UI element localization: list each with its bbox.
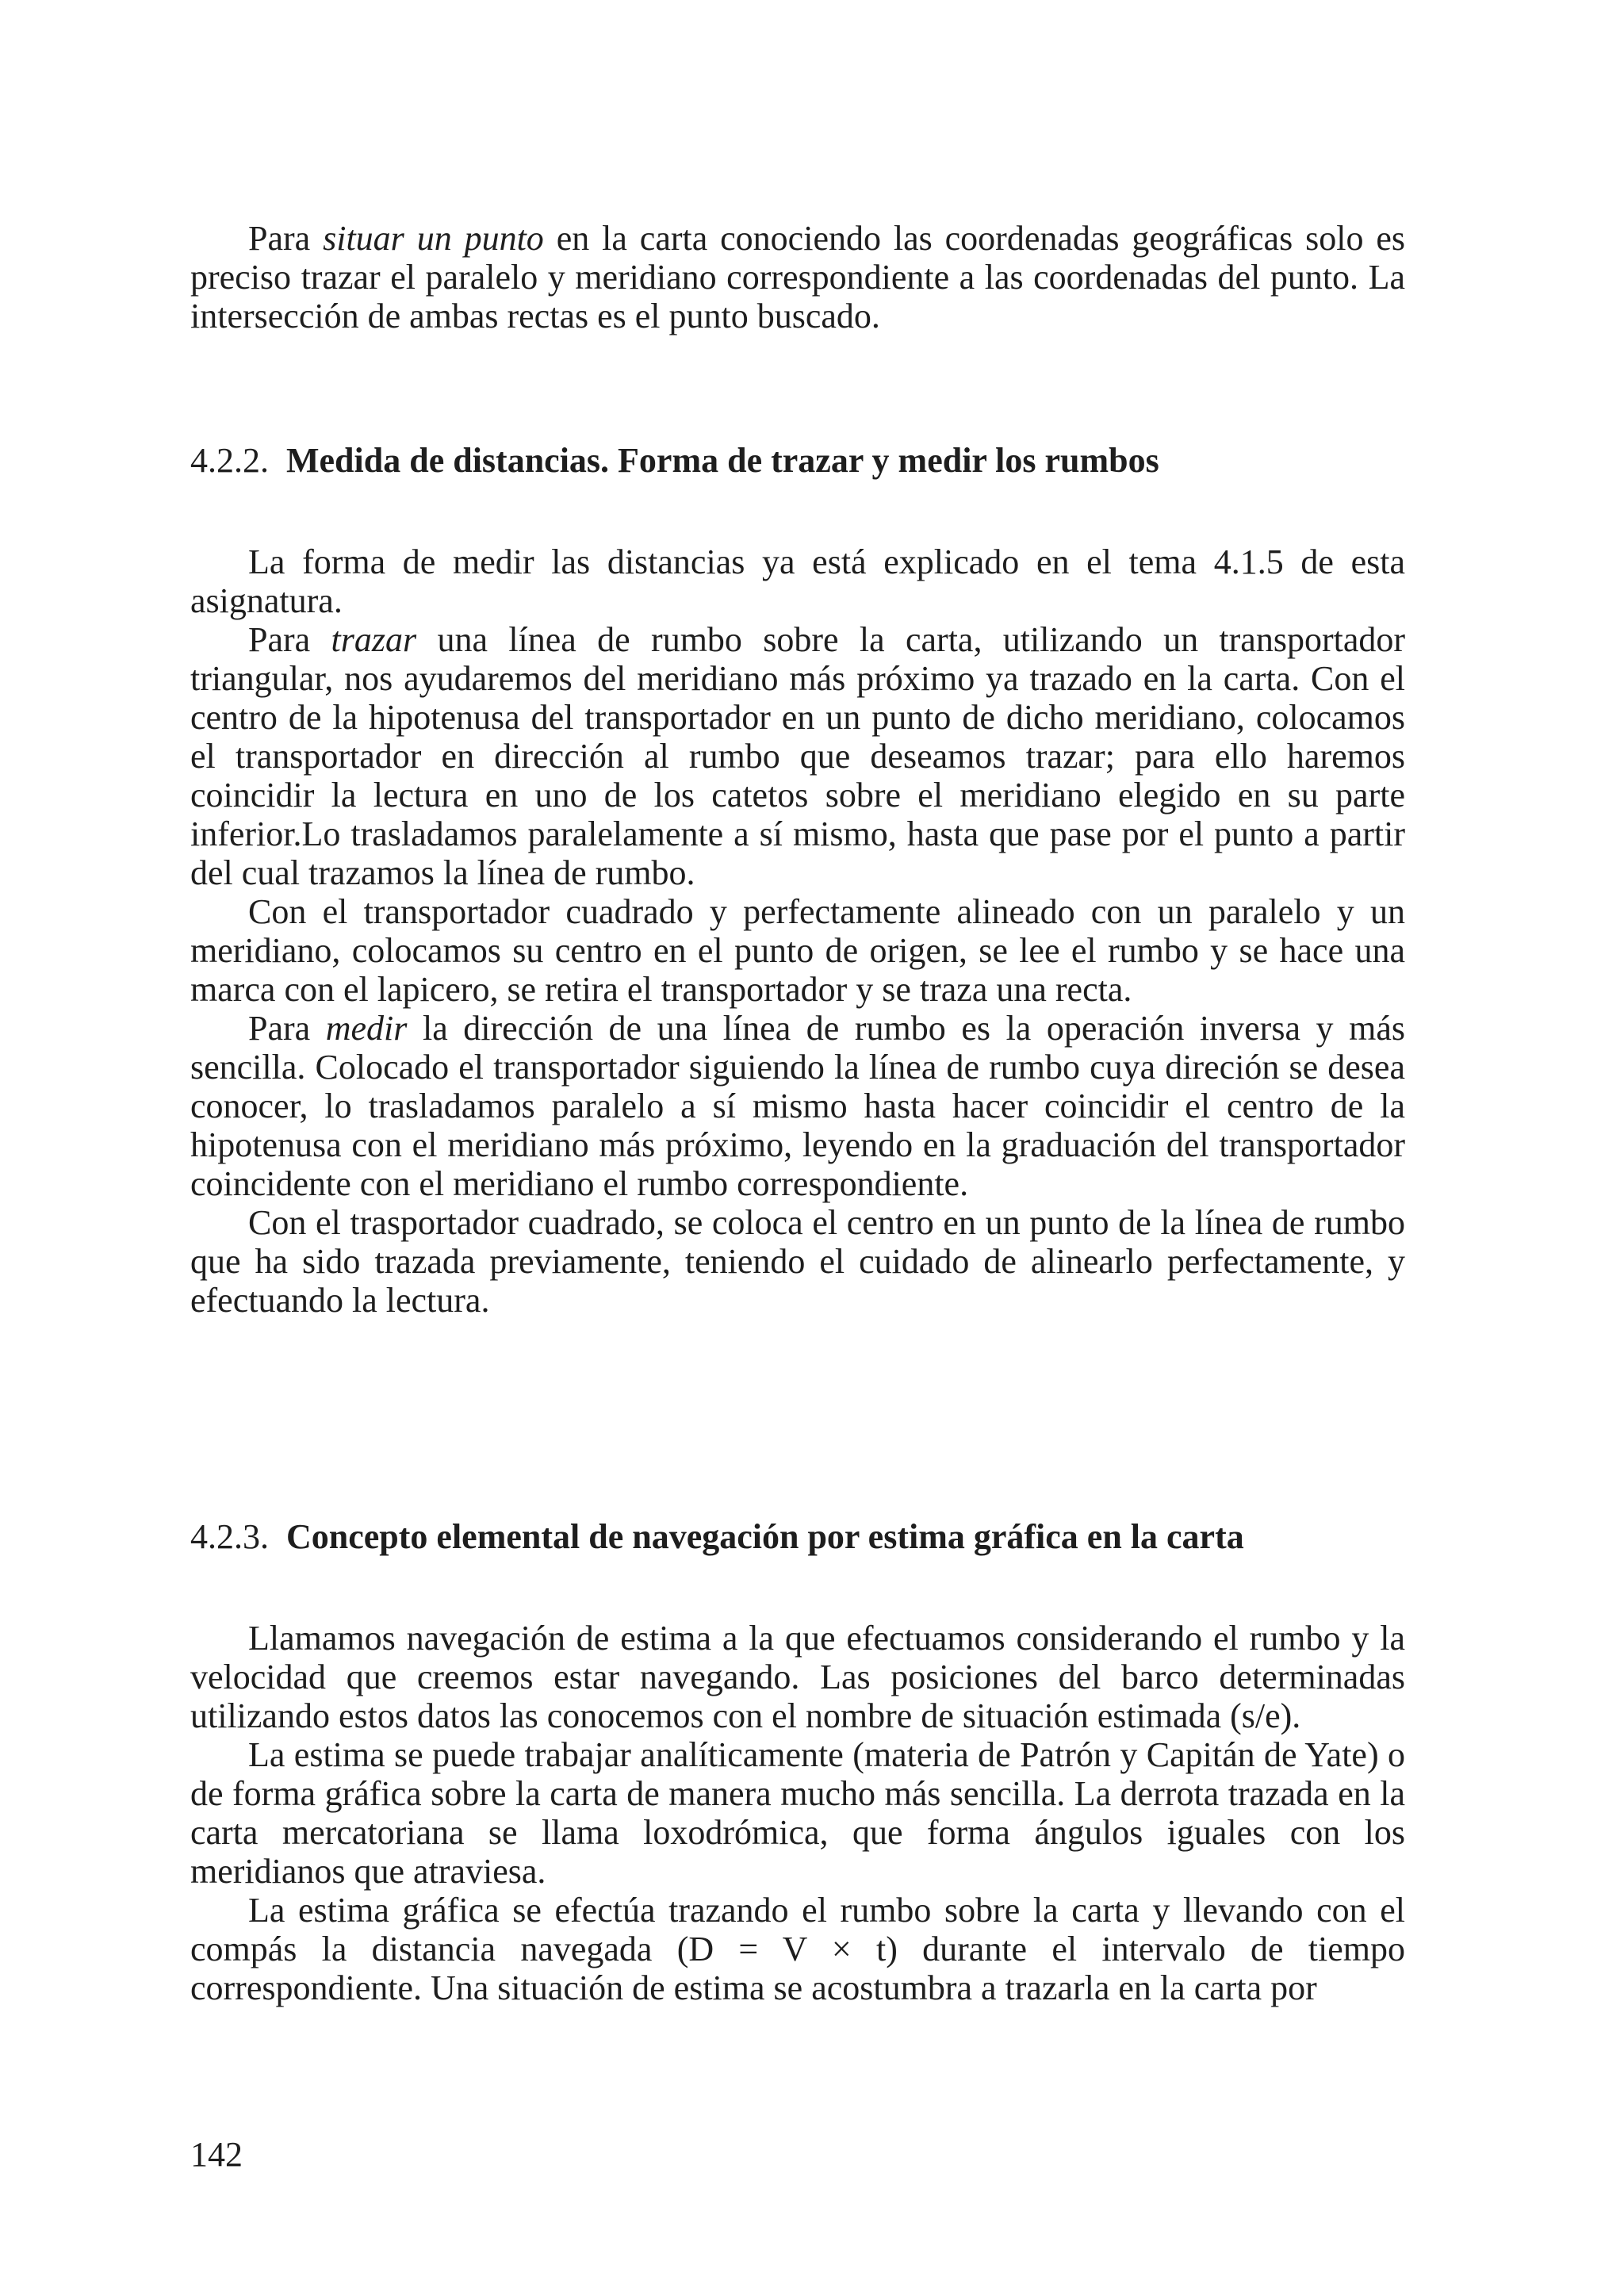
emphasis-medir: medir	[325, 1009, 408, 1048]
section-4-2-3-body	[190, 1619, 1405, 2007]
paragraph-estima-grafica: La estima gráfica se efectúa trazando el rumbo sobre la carta y llevando con el compás la distancia navegada (D = V × t) durante el intervalo de tiempo correspondiente. Una situación de estima se acostumbra a trazarla en la carta por	[190, 1891, 1405, 2007]
page-number: 142	[190, 2135, 243, 2174]
emphasis-situar-un-punto: situar un punto	[323, 219, 544, 258]
paragraph-text: Para	[248, 219, 324, 258]
paragraph-situar-punto	[190, 219, 1405, 335]
paragraph-medir-rumbo	[190, 1009, 1405, 1203]
paragraph-text: en la carta conociendo las coordenadas geográficas solo es preciso trazar el paralelo y meridiano correspondiente a las coordenadas del punto. La intersección de ambas rectas es el punto buscado.	[190, 219, 1405, 335]
paragraph-transportador-cuadrado: Con el transportador cuadrado y perfectamente alineado con un paralelo y un meridiano, colocamos su centro en el punto de origen, se lee el rumbo y se hace una marca con el lapicero, se retira el transportador y se traza una recta.	[190, 892, 1405, 1009]
section-4-2-2-body	[190, 542, 1405, 1320]
paragraph-navegacion-estima: Llamamos navegación de estima a la que efectuamos considerando el rumbo y la velocidad que creemos estar navegando. Las posiciones del barco determinadas utilizando estos datos las conocemos con el nombre de situación estimada (s/e).	[190, 1619, 1405, 1735]
paragraph-text: la dirección de una línea de rumbo es la operación inversa y más sencilla. Colocado el transportador siguiendo la línea de rumbo cuya direción se desea conocer, lo trasladamos paralelo a sí mismo hasta hacer coincidir el centro de la hipotenusa con el meridiano más próximo, leyendo en la graduación del transportador coincidente con el meridiano el rumbo correspondiente.	[190, 1009, 1405, 1203]
paragraph-estima-analitica: La estima se puede trabajar analíticamente (materia de Patrón y Capitán de Yate) o de forma gráfica sobre la carta de manera mucho más sencilla. La derrota trazada en la carta mercatoriana se llama loxodrómica, que forma ángulos iguales con los meridianos que atraviesa.	[190, 1735, 1405, 1891]
paragraph-text: una línea de rumbo sobre la carta, utilizando un transportador triangular, nos ayudaremos del meridiano más próximo ya trazado en la carta. Con el centro de la hipotenusa del transportador en un punto de dicho meridiano, colocamos el transportador en dirección al rumbo que deseamos trazar; para ello haremos coincidir la lectura en uno de los catetos sobre el meridiano elegido en su parte inferior.Lo trasladamos paralelamente a sí mismo, hasta que pase por el punto a partir del cual trazamos la línea de rumbo.	[190, 620, 1406, 892]
paragraph-trasportador-lectura: Con el trasportador cuadrado, se coloca el centro en un punto de la línea de rumbo que ha sido trazada previamente, teniendo el cuidado de alinearlo perfectamente, y efectuando la lectura.	[190, 1203, 1405, 1320]
emphasis-trazar: trazar	[331, 620, 417, 659]
section-heading-4-2-2	[190, 441, 1159, 480]
section-number: 4.2.2.	[190, 441, 269, 480]
paragraph-text: Para	[248, 1009, 326, 1048]
section-title: Concepto elemental de navegación por estima gráfica en la carta	[286, 1517, 1244, 1556]
section-title: Medida de distancias. Forma de trazar y medir los rumbos	[286, 441, 1159, 480]
section-number: 4.2.3.	[190, 1517, 269, 1556]
paragraph-text: Para	[248, 620, 331, 659]
paragraph-medir-distancias: La forma de medir las distancias ya está explicado en el tema 4.1.5 de esta asignatura.	[190, 542, 1405, 620]
paragraph-trazar-rumbo	[190, 620, 1405, 892]
section-heading-4-2-3	[190, 1517, 1244, 1556]
intro-text-block	[190, 219, 1405, 335]
